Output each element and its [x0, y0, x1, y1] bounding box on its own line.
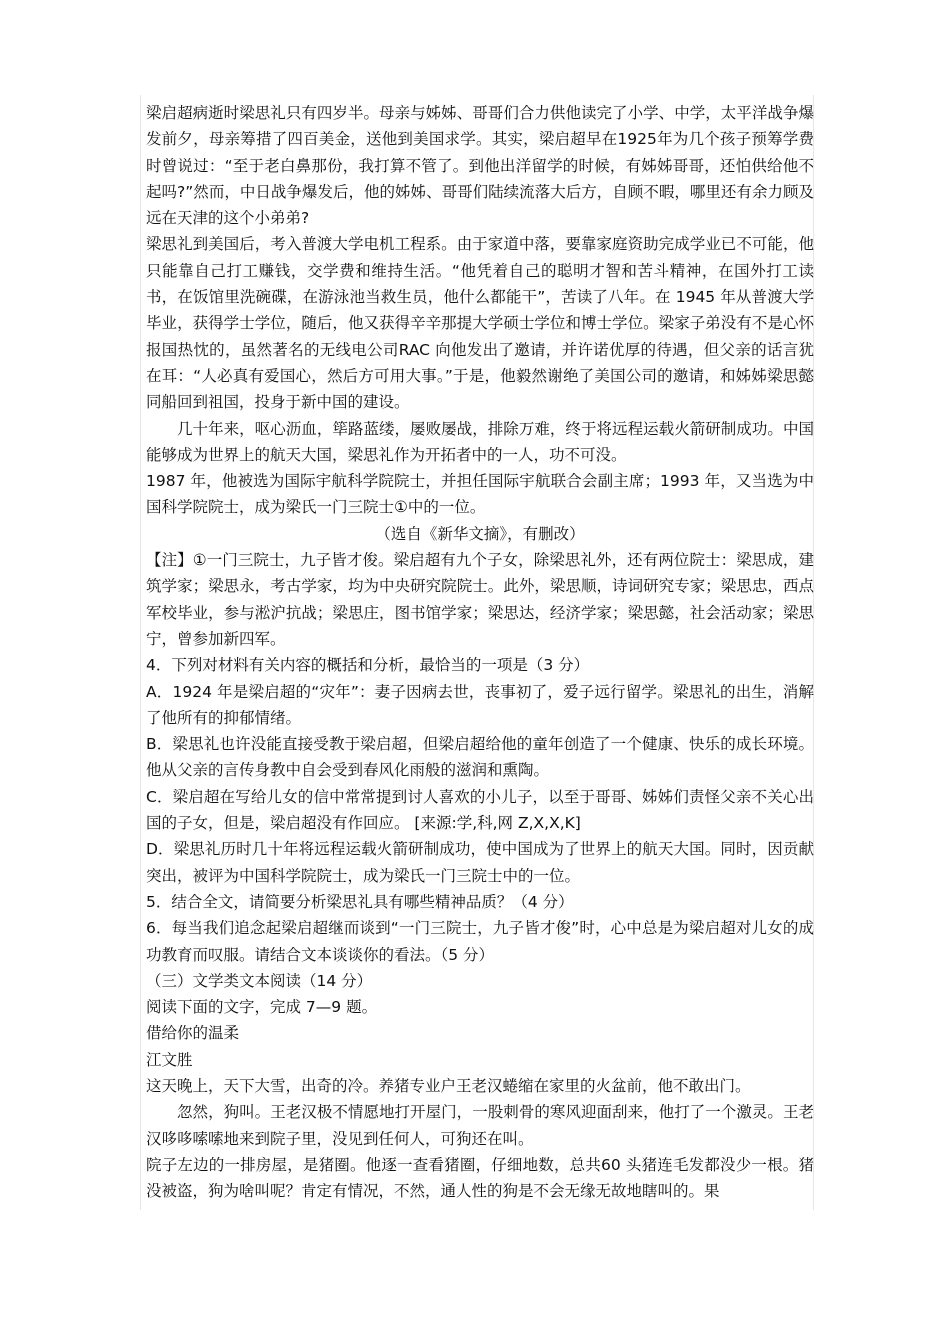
option-c: C．梁启超在写给儿女的信中常常提到讨人喜欢的小儿子，以至于哥哥、姊姊们责怪父亲不关心出国的子女，但是，梁启超没有作回应。 [来源:学,科,网 Z,X,X,K]: [146, 787, 814, 833]
instruction: 阅读下面的文字，完成 7—9 题。: [146, 998, 378, 1017]
option-d: D．梁思礼历时几十年将远程运载火箭研制成功，使中国成为了世界上的航天大国。同时，因贡献突出，被评为中国科学院院士，成为梁氏一门三院士中的一位。: [146, 840, 814, 885]
document-body: [146, 100, 814, 1204]
story-title: 借给你的温柔: [146, 1024, 240, 1043]
option-a: A．1924 年是梁启超的“灾年”：妻子因病去世，丧事初了，爱子远行留学。梁思礼的出生，消解了他所有的抑郁情绪。: [146, 682, 814, 727]
paragraph: 几十年来，呕心沥血，筚路蓝缕，屡败屡战，排除万难，终于将远程运载火箭研制成功。中国能够成为世界上的航天大国，梁思礼作为开拓者中的一人，功不可没。: [146, 419, 814, 464]
question-5: 5．结合全文，请简要分析梁思礼具有哪些精神品质？（4 分）: [146, 892, 574, 911]
footnote: 【注】①一门三院士，九子皆才俊。梁启超有九个子女，除梁思礼外，还有两位院士：梁思成，建筑学家；梁思永，考古学家，均为中央研究院院士。此外，梁思顺，诗词研究专家；梁思忠，西点军校毕业，参与淞沪抗战；梁思庄，图书馆学家；梁思达，经济学家；梁思懿，社会活动家；梁思宁，曾参加新四军。: [146, 551, 814, 648]
paragraph: 梁思礼到美国后，考入普渡大学电机工程系。由于家道中落，要靠家庭资助完成学业已不可能，他只能靠自己打工赚钱，交学费和维持生活。“他凭着自己的聪明才智和苦斗精神，在国外打工读书，在饭馆里洗碗碟，在游泳池当救生员，他什么都能干”，苦读了八年。在 1945 年从普渡大学毕业，获得学士学位，随后，他又获得辛辛那提大学硕士学位和博士学位。梁家子弟没有不是心怀报国热忱的，虽然著名的无线电公司RAC 向他发出了邀请，并许诺优厚的待遇，但父亲的话言犹在耳：“人必真有爱国心，然后方可用大事。”于是，他毅然谢绝了美国公司的邀请，和姊姊梁思懿同船回到祖国，投身于新中国的建设。: [146, 235, 814, 412]
paragraph: 梁启超病逝时梁思礼只有四岁半。母亲与姊姊、哥哥们合力供他读完了小学、中学，太平洋战争爆发前夕，母亲筹措了四百美金，送他到美国求学。其实，梁启超早在1925年为几个孩子预筹学费时曾说过：“至于老白鼻那份，我打算不管了。到他出洋留学的时候，有姊姊哥哥，还怕供给他不起吗?”然而，中日战争爆发后，他的姊姊、哥哥们陆续流落大后方，自顾不暇，哪里还有余力顾及远在天津的这个小弟弟?: [146, 104, 814, 228]
story-author: 江文胜: [146, 1050, 193, 1069]
document-page: [140, 95, 814, 1210]
paragraph: 1987 年，他被选为国际宇航科学院院士，并担任国际宇航联合会副主席；1993 年，又当选为中国科学院院士，成为梁氏一门三院士①中的一位。: [146, 472, 814, 517]
question-4: 4．下列对材料有关内容的概括和分析，最恰当的一项是（3 分）: [146, 656, 590, 675]
question-6: 6．每当我们追念起梁启超继而谈到“一门三院士，九子皆才俊”时，心中总是为梁启超对儿女的成功教育而叹服。请结合文本谈谈你的看法。（5 分）: [146, 919, 814, 964]
paragraph: 院子左边的一排房屋，是猪圈。他逐一查看猪圈，仔细地数，总共60 头猪连毛发都没少一根。猪没被盗，狗为啥叫呢？肯定有情况，不然，通人性的狗是不会无缘无故地瞎叫的。果: [146, 1155, 814, 1201]
option-b: B．梁思礼也许没能直接受教于梁启超，但梁启超给他的童年创造了一个健康、快乐的成长环境。他从父亲的言传身教中自会受到春风化雨般的滋润和熏陶。: [146, 735, 814, 780]
section-heading: （三）文学类文本阅读（14 分）: [146, 971, 373, 990]
paragraph: 这天晚上，天下大雪，出奇的冷。养猪专业户王老汉蜷缩在家里的火盆前，他不敢出门。: [146, 1076, 751, 1095]
source-citation: （选自《新华文摘》，有删改）: [375, 524, 585, 543]
paragraph: 忽然，狗叫。王老汉极不情愿地打开屋门，一股刺骨的寒风迎面刮来，他打了一个激灵。王老汉哆哆嗦嗦地来到院子里，没见到任何人，可狗还在叫。: [146, 1103, 814, 1148]
